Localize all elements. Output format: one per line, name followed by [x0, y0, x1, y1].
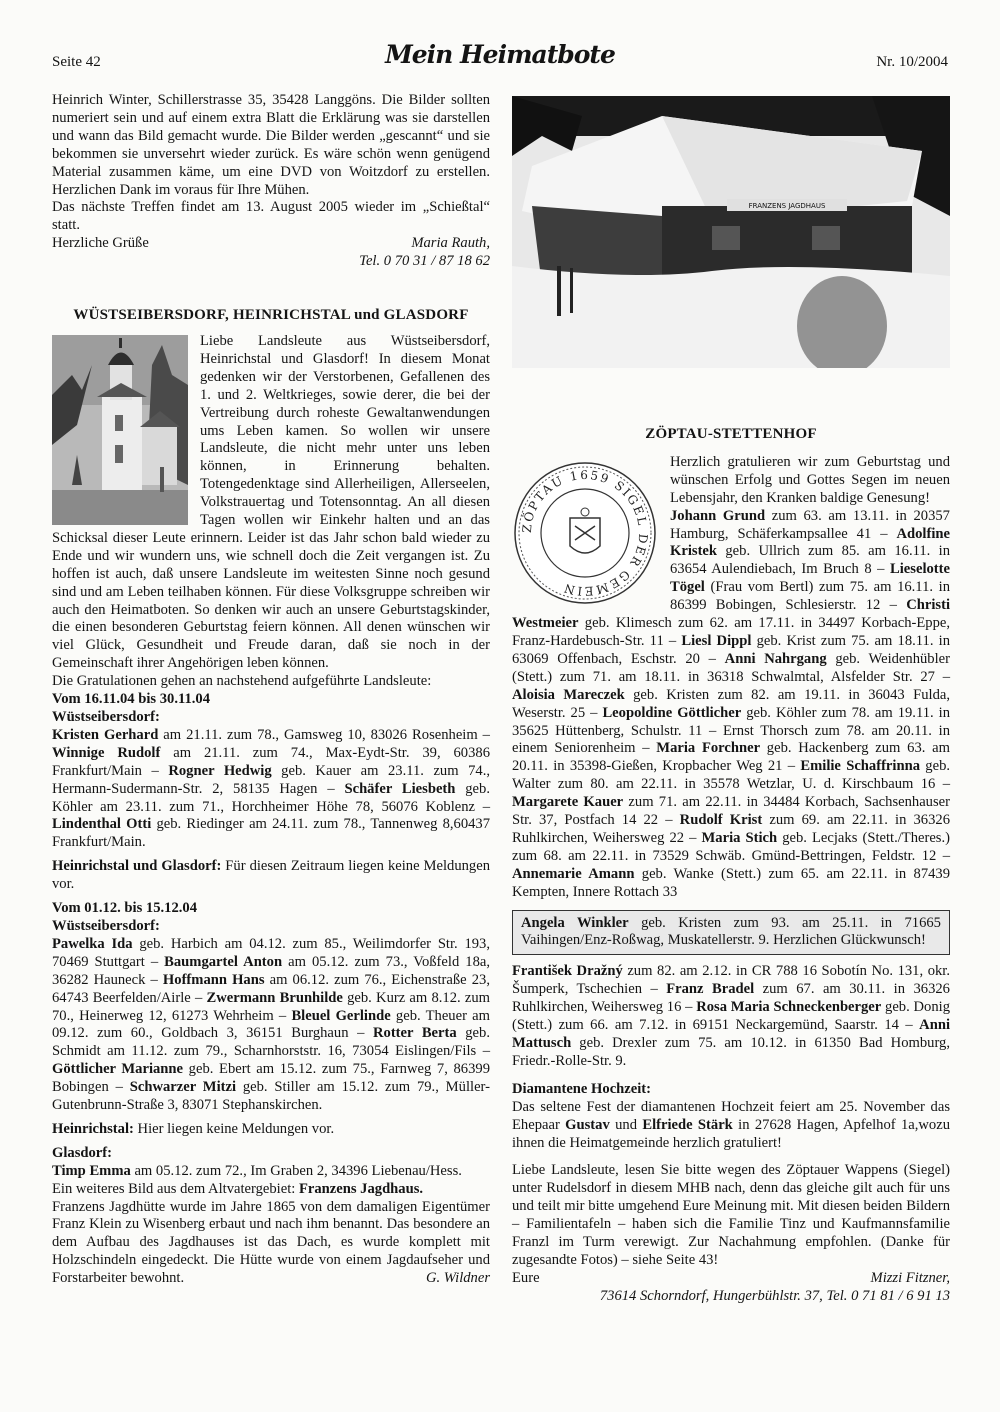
bild-intro-text: Ein weiteres Bild aus dem Altvatergebiet: [52, 1180, 299, 1197]
list-item-name: Maria Stich [701, 829, 778, 846]
list-item-name: Anni Nahrgang [724, 650, 827, 667]
list-item-text: geb. Kauer am 23.11. zum 74., Hermann-Sudermann-Str. 2, 58135 Hagen – [52, 762, 490, 797]
list-item-text: geb. Ebert am 15.12. zum 75., Farnweg 7, 86399 Bobingen – [52, 1061, 490, 1096]
hunting-lodge-image [512, 96, 950, 368]
municipal-seal [512, 460, 658, 606]
list-item-name: Liesl Dippl [681, 632, 752, 649]
list-item-name: Leopoldine Göttlicher [602, 704, 742, 721]
list-item-name: Zwermann Brunhilde [206, 989, 343, 1006]
list-item-text: am 06.12. zum 76., Eichenstraße 23, 64743 Beerfelden/Airle – [52, 971, 490, 1006]
list-item-text: am 21.11. zum 74., Max-Eydt-Str. 39, 60386 Frankfurt/Main – [52, 744, 490, 779]
diamant-text-1: Das seltene Fest der diamantenen Hochzeit feiert am 25. November das Ehepaar [512, 1098, 950, 1133]
closing-signature-address: 73614 Schorndorf, Hungerbühlstr. 37, Tel. 0 71 81 / 6 91 13 [599, 1287, 950, 1304]
list-item-text: geb. Ullrich zum 85. am 16.11. in 63654 Aulendiebach, Im Bruch 8 – [670, 543, 950, 578]
list-item-name: Christi Westmeier [512, 597, 950, 632]
list-item-name: Rudolf Krist [679, 812, 763, 829]
diamant-name-2: Elfriede Stärk [642, 1116, 733, 1133]
glasdorf-entry [52, 1163, 490, 1181]
list-item-text: geb. Walter zum 80. am 22.11. in 35578 Wetzlar, U. d. Kirschbaum 16 – [512, 758, 951, 793]
period-2: Vom 01.12. bis 15.12.04 [52, 900, 198, 917]
list-item-name: Emilie Schaffrinna [800, 758, 920, 775]
closing-signature-name: Mizzi Fitzner, [870, 1269, 950, 1286]
bild-author: G. Wildner [425, 1270, 490, 1287]
list-item-text: geb. Schmidt am 11.12. zum 79., Scharnhorststr. 16, 73054 Eislingen/Fils – [52, 1025, 490, 1060]
list-item-name: Winnige Rudolf [52, 744, 161, 761]
hunting-lodge-photo [512, 96, 950, 368]
list-item-text: zum 69. am 22.11. in 36326 Ruhlkirchen, Weihersweg 22 – [512, 812, 950, 846]
heinrichstal-note-2 [52, 1121, 490, 1139]
wuest-intro: Liebe Landsleute aus Wüstseibersdorf, Heinrichstal und Glasdorf! In diesem Monat gedenken wir der Verstorbenen, Gefallenen des 1. und 2. Weltkrieges, sowie derer, die bei der Vertreibung durch roheste Gewaltanwendungen ums Leben kamen. So wollen wir unsere Landsleute, die nicht mehr unter uns leben können, in Erinnerung behalten. Totengedenktage sind Allerheiligen, Allerseelen, Volkstrauertag und Totensonntag. An all diesen Tagen wollen wir Einkehr halten und an das Schicksal dieser Leute erinnern. Leider ist das Jahr schon bald wieder zu Ende und wir wundern uns, wie schnell doch die Zeit vergangen ist. Zu hoffen ist auch, daß unsere Landsleute im weitesten Sinne noch gesund sind und am Leben teilhaben können. Für diese Volksgruppe schreiben wir auch den Heimatboten. So denken wir auch an unsere Geburtstagskinder, die einen besonderen Geburtstag feiern können. All denen wünschen wir viel Glück, Gesundheit und Freude daran, daß sie noch in der Gemeinschaft ihrer Angehörigen leben können. [52, 332, 490, 672]
seal-text: ZÖPTAU 1659 SIGEL DER GEMEIN [519, 467, 651, 599]
list-item-name: Adolfine Kristek [670, 525, 950, 560]
list-item-text: zum 82. am 2.12. in CR 788 16 Sobotín No. 131, okr. Šumperk, Tschechien – [512, 963, 950, 998]
heinrichstal-text: Für diesen Zeitraum liegen keine Meldungen vor. [52, 858, 490, 893]
list-item-text: geb. Theuer am 09.12. zum 60., Goldbach 3, 36151 Burghaun – [52, 1007, 490, 1042]
heinrichstal-note-1 [52, 858, 490, 894]
masthead-logo: Mein Heimatbote [385, 40, 615, 69]
next-meeting: Das nächste Treffen findet am 13. August 2005 wieder im „Schießtal“ statt. [52, 199, 490, 234]
heinrichstal-text: Hier liegen keine Meldungen vor. [133, 1120, 335, 1137]
signature-name: Maria Rauth, [411, 235, 490, 252]
list-item-text: geb. Lecjaks (Stett./Theres.) zum 68. am 22.11. in 73529 Schwäb. Gmünd-Bettringen, Feldstr. 12 – [512, 829, 950, 864]
lodge-sign-text: FRANZENS JAGDHAUS [748, 202, 826, 210]
bild-text [52, 1199, 490, 1289]
diamant-text [512, 1099, 950, 1153]
list-item-name: Annemarie Amann [512, 865, 635, 882]
church-photo [52, 335, 188, 525]
diamant-und: und [609, 1116, 643, 1133]
list-item-text: geb. Weidenhübler (Stett.) zum 71. am 18.11. in 36318 Schwalmtal, Alsfelder Str. 27 – [512, 650, 950, 685]
seal-icon [512, 460, 658, 606]
list-item-name: Schäfer Liesbeth [344, 780, 456, 797]
list-item-name: Rogner Hedwig [168, 762, 272, 779]
zoeptau-list-2 [512, 963, 950, 1070]
list-item-text: zum 67. am 30.11. in 36326 Ruhlkirchen, Weihersweg 16 – [512, 981, 950, 1016]
greeting: Herzliche Grüße [52, 235, 149, 252]
list-item-text: geb. Riedinger am 24.11. zum 78., Tannenweg 8,60437 Frankfurt/Main. [52, 816, 491, 851]
birthday-list-1 [52, 727, 490, 852]
heinrichstal-label: Heinrichstal und Glasdorf: [52, 858, 222, 875]
list-item-name: Pawelka Ida [52, 935, 133, 952]
list-item-text: zum 71. am 22.11. in 34484 Korbach, Sachsenhauser Str. 37, Postfach 14 22 – [512, 794, 950, 829]
diamant-title: Diamantene Hochzeit: [512, 1080, 652, 1097]
list-item-name: Lieselotte Tögel [670, 561, 950, 596]
list-item-name: Göttlicher Marianne [52, 1061, 184, 1078]
closing-eure: Eure [512, 1269, 540, 1286]
bild-title: Franzens Jagdhaus. [298, 1180, 424, 1197]
section-title-zoeptau: ZÖPTAU-STETTENHOF [645, 426, 817, 442]
place-1: Wüstseibersdorf: [52, 709, 160, 725]
list-item-text: geb. Köhler zum 78. am 19.11. in 35625 Hüttenberg, Schulstr. 11 – Ernst Thorsch zum 78. am 20.11. in einem Seniorenheim – [512, 704, 951, 757]
list-item-text: zum 63. am 13.11. in 20357 Hamburg, Schäferkampsallee 41 – [670, 507, 950, 542]
left-column [52, 92, 490, 1288]
signature-tel: Tel. 0 70 31 / 87 18 62 [359, 253, 490, 270]
gratulation-line: Die Gratulationen gehen an nachstehend aufgeführte Landsleute: [52, 673, 432, 690]
glasdorf-label: Glasdorf: [52, 1144, 112, 1161]
list-item-text: geb. Klimesch zum 62. am 17.11. in 34497 Korbach-Eppe, Franz-Hardebusch-Str. 11 – [512, 615, 950, 649]
list-item-text: geb. Donig (Stett.) zum 66. am 7.12. in 69151 Neckargemünd, Saarstr. 14 – [512, 999, 950, 1034]
issue-number: Nr. 10/2004 [876, 54, 948, 70]
list-item-text: geb. Köhler am 23.11. zum 71., Horchheimer Höhe 78, 56076 Koblenz – [52, 780, 490, 815]
list-item-name: Maria Forchner [656, 740, 761, 757]
list-item-name: Hoffmann Hans [162, 971, 265, 988]
list-item-text: am 05.12. zum 72., Im Graben 2, 34396 Liebenau/Hess. [130, 1162, 462, 1179]
bild-text-body: Franzens Jagdhütte wurde im Jahre 1865 von dem damaligen Eigentümer Franz Klein zu Wisenberg erbaut und nach ihm benannt. Das besondere an dem Aufbau des Jagdhauses ist das Dach, es wurde komplett mit Holzschindeln eingedeckt. Die Hütte wurde von einem Jagdaufseher und Forstarbeiter bewohnt. [52, 1198, 490, 1287]
list-item-name: Baumgartel Anton [164, 953, 283, 970]
list-item-name: Anni Mattusch [512, 1017, 950, 1051]
list-item-text: am 21.11. zum 78., Gamsweg 10, 83026 Rosenheim – [158, 726, 490, 743]
right-column [512, 426, 950, 1306]
list-item-text: geb. Stiller am 15.12. zum 79., Müller-Gutenbrunn-Straße 3, 83071 Stephanskirchen. [52, 1079, 490, 1114]
list-item-name: Kristen Gerhard [52, 726, 159, 743]
birthday-list-2 [52, 936, 490, 1115]
list-item-name: Rotter Berta [372, 1025, 457, 1042]
list-item-text: geb. Krist zum 75. am 18.11. in 63069 Offenbach, Eschstr. 20 – [512, 632, 951, 667]
list-item-text: geb. Wanke (Stett.) zum 65. am 22.11. in 87439 Kempten, Innere Rottach 33 [512, 865, 951, 900]
diamant-name-1: Gustav [565, 1116, 610, 1133]
closing-text: Liebe Landsleute, lesen Sie bitte wegen des Zöptauer Wappens (Siegel) unter Rudelsdorf in diesem MHB nach, denn das gleiche gilt auch für uns und teilt mir bitte umgehend Eure Meinung mit. Mit diesen beiden Bildern – Familientafeln – haben sich die Familie Tinz und Kaufmannsfamilie Franzl im Turm verewigt. Zur Nachahmung empfohlen. (Danke für zugesandte Fotos) – siehe Seite 43! [512, 1162, 950, 1268]
list-item-name: Aloisia Mareczek [512, 686, 625, 703]
list-item-text: am 05.12. zum 73., Voßfeld 18a, 36282 Hauneck – [52, 953, 490, 988]
list-item-name: Bleuel Gerlinde [291, 1007, 391, 1024]
diamant-text-2: in 27628 Hagen, Apfelhof 1a,wozu ihnen die Heimatgemeinde herzlich gratuliert! [512, 1116, 950, 1151]
list-item-name: Lindenthal Otti [52, 816, 152, 833]
highlight-text: geb. Kristen zum 93. am 25.11. in 71665 Vaihingen/Enz-Roßwag, Muskatellerstr. 9. Herzlichen Glückwunsch! [521, 914, 941, 949]
place-2: Wüstseibersdorf: [52, 917, 160, 934]
list-item-name: Schwarzer Mitzi [129, 1079, 237, 1096]
heinrichstal-label: Heinrichstal: [52, 1120, 134, 1137]
list-item-name: Johann Grund [670, 507, 766, 524]
highlight-box [512, 910, 950, 956]
list-item-name: Rosa Maria Schneckenberger [696, 999, 882, 1016]
list-item-text: (Frau vom Bertl) zum 75. am 16.11. in 86399 Bobingen, Schlesierstr. 12 – [670, 579, 950, 614]
list-item-text: geb. Harbich am 04.12. zum 85., Weilimdorfer Str. 193, 70469 Stuttgart – [52, 935, 491, 970]
highlight-name: Angela Winkler [521, 914, 629, 931]
list-item-text: geb. Kristen zum 82. am 19.11. in 36043 Fulda, Weserstr. 25 – [512, 686, 950, 721]
list-item-text: geb. Drexler zum 75. am 10.12. in 61350 Bad Homburg, Friedr.-Rolle-Str. 9. [512, 1035, 950, 1069]
list-item-name: František Dražný [512, 963, 623, 980]
bild-intro [52, 1181, 490, 1199]
period-1: Vom 16.11.04 bis 30.11.04 [52, 691, 210, 708]
church-photo-image [52, 335, 188, 525]
section-title-wuest: WÜSTSEIBERSDORF, HEINRICHSTAL und GLASDORF [73, 307, 469, 324]
list-item-text: geb. Kurz am 8.12. zum 70., Heinerweg 12, 61273 Wehrheim – [52, 989, 491, 1024]
list-item-name: Margarete Kauer [512, 794, 624, 811]
page-number: Seite 42 [52, 54, 101, 70]
intro-paragraph: Heinrich Winter, Schillerstrasse 35, 35428 Langgöns. Die Bilder sollten numeriert sein und auf einem extra Blatt die Erklärung was sie darstellen und wann das Bild gemacht wurde. Die Bilder werden „gescannt“ und sie bekommen sie unversehrt wieder zurück. Es wäre schön wenn genügend Material zusammen käme, um eine DVD von Woitzdorf zu erstellen. Herzlichen Dank im voraus für Ihre Mühen. [52, 92, 490, 198]
list-item-name: Timp Emma [52, 1162, 131, 1179]
zoeptau-intro: Herzlich gratulieren wir zum Geburtstag und wünschen Erfolg und Gottes Segen im neuen Lebensjahr, den Kranken baldige Genesung! [670, 453, 950, 506]
list-item-name: Franz Bradel [666, 981, 755, 998]
list-item-text: geb. Hackenberg zum 63. am 20.11. in 35398-Gießen, Kropbacher Weg 21 – [512, 740, 950, 775]
